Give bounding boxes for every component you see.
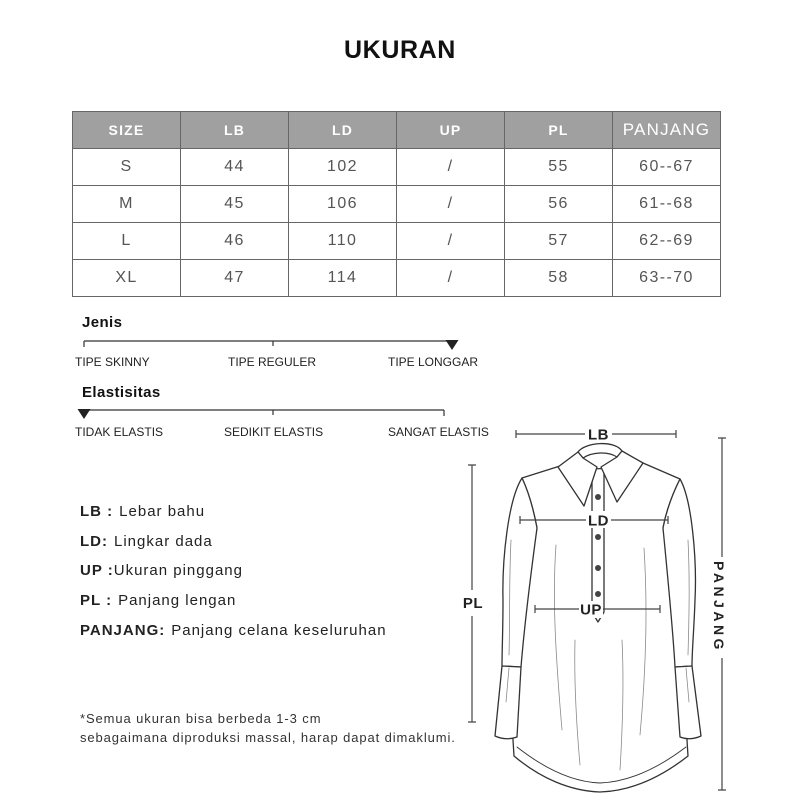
scale-lines bbox=[70, 330, 470, 430]
legend-desc: Panjang celana keseluruhan bbox=[171, 621, 387, 639]
elastisitas-pointer-triangle bbox=[78, 409, 91, 419]
elastisitas-option-tidak: TIDAK ELASTIS bbox=[75, 425, 164, 439]
table-cell: 57 bbox=[505, 223, 613, 260]
table-cell: 110 bbox=[289, 223, 397, 260]
table-cell: 46 bbox=[181, 223, 289, 260]
table-cell: 47 bbox=[181, 260, 289, 297]
legend-item-pl bbox=[80, 586, 387, 616]
header-lb: LB bbox=[181, 112, 289, 149]
jenis-scale-line bbox=[84, 341, 455, 347]
table-cell: / bbox=[397, 149, 505, 186]
legend-desc: Ukuran pinggang bbox=[113, 562, 243, 580]
footnote bbox=[80, 709, 456, 747]
table-row bbox=[73, 149, 721, 186]
table-row bbox=[73, 223, 721, 260]
table-cell: / bbox=[397, 260, 505, 297]
elastisitas-option-sedikit: SEDIKIT ELASTIS bbox=[224, 425, 324, 439]
table-cell: 114 bbox=[289, 260, 397, 297]
table-cell: 63--70 bbox=[613, 260, 721, 297]
footnote-line-2: sebagaimana diproduksi massal, harap dapat dimaklumi. bbox=[80, 730, 456, 745]
pl-dimension-label: PL bbox=[462, 595, 484, 612]
pl-dimension-line bbox=[468, 465, 476, 722]
legend-desc: Lingkar dada bbox=[114, 532, 213, 550]
elastisitas-scale-title: Elastisitas bbox=[82, 384, 161, 401]
footnote-line-1: *Semua ukuran bisa berbeda 1-3 cm bbox=[80, 711, 322, 726]
legend-key: LB : bbox=[80, 503, 114, 520]
table-header-row bbox=[73, 112, 721, 149]
table-row bbox=[73, 186, 721, 223]
jenis-scale-title: Jenis bbox=[82, 314, 123, 331]
table-cell: 45 bbox=[181, 186, 289, 223]
legend-item-panjang bbox=[80, 616, 387, 646]
table-cell: 58 bbox=[505, 260, 613, 297]
page-title: UKURAN bbox=[344, 36, 456, 64]
table-cell: 55 bbox=[505, 149, 613, 186]
table-cell: 106 bbox=[289, 186, 397, 223]
table-cell: 61--68 bbox=[613, 186, 721, 223]
measurement-legend bbox=[80, 497, 387, 645]
table-cell: XL bbox=[73, 260, 181, 297]
table-cell: L bbox=[73, 223, 181, 260]
jenis-option-skinny: TIPE SKINNY bbox=[75, 355, 150, 369]
legend-item-up bbox=[80, 556, 387, 586]
jenis-option-longgar: TIPE LONGGAR bbox=[388, 355, 479, 369]
table-cell: S bbox=[73, 149, 181, 186]
elastisitas-scale-line bbox=[84, 410, 444, 416]
jenis-pointer-triangle bbox=[446, 340, 459, 350]
table-cell: 102 bbox=[289, 149, 397, 186]
table-cell: 56 bbox=[505, 186, 613, 223]
size-table bbox=[72, 111, 721, 297]
shirt-button bbox=[595, 494, 601, 500]
collar-back-band bbox=[578, 444, 622, 458]
legend-key: PL : bbox=[80, 592, 113, 610]
shirt-button bbox=[595, 534, 601, 540]
up-dimension-label: UP bbox=[580, 601, 602, 619]
header-panjang: PANJANG bbox=[613, 112, 721, 149]
table-cell: 44 bbox=[181, 149, 289, 186]
table-cell: / bbox=[397, 186, 505, 223]
legend-item-lb bbox=[80, 497, 387, 527]
panjang-dimension-label: PANJANG bbox=[711, 561, 727, 653]
legend-desc: Lebar bahu bbox=[119, 503, 206, 520]
ld-dimension-label: LD bbox=[588, 512, 609, 530]
right-cuff bbox=[675, 666, 701, 739]
table-cell: 60--67 bbox=[613, 149, 721, 186]
legend-key: LD: bbox=[80, 532, 108, 550]
header-up: UP bbox=[397, 112, 505, 149]
shirt-button bbox=[595, 565, 601, 571]
legend-desc: Panjang lengan bbox=[118, 592, 237, 610]
header-ld: LD bbox=[289, 112, 397, 149]
table-cell: / bbox=[397, 223, 505, 260]
shirt-measurement-diagram bbox=[455, 415, 735, 800]
header-size: SIZE bbox=[73, 112, 181, 149]
table-cell: M bbox=[73, 186, 181, 223]
legend-key: UP : bbox=[80, 562, 114, 580]
legend-key: PANJANG: bbox=[80, 621, 166, 639]
legend-item-ld bbox=[80, 527, 387, 557]
elastisitas-option-sangat: SANGAT ELASTIS bbox=[388, 425, 489, 439]
table-row bbox=[73, 260, 721, 297]
header-pl: PL bbox=[505, 112, 613, 149]
shirt-button bbox=[595, 591, 601, 597]
table-cell: 62--69 bbox=[613, 223, 721, 260]
lb-dimension-label: LB bbox=[588, 426, 609, 444]
jenis-option-reguler: TIPE REGULER bbox=[228, 355, 317, 369]
